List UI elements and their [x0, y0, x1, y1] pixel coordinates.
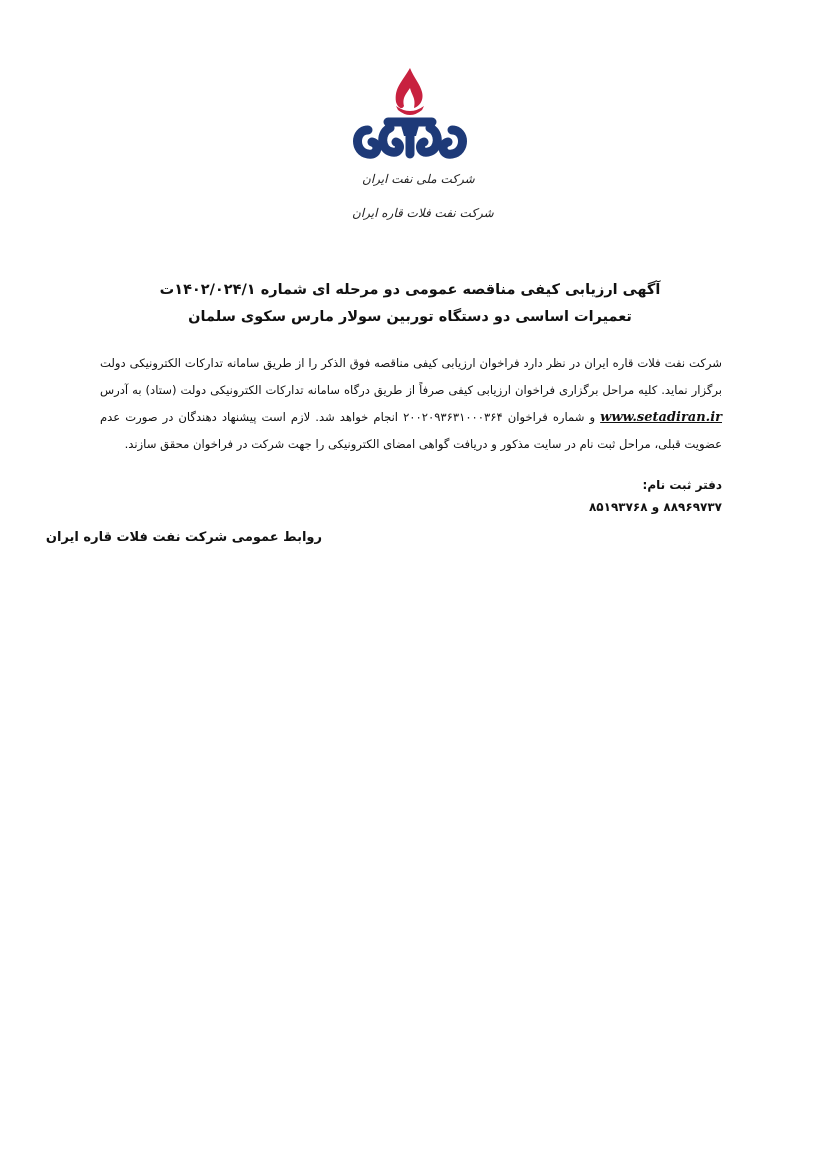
nioc-emblem-icon [340, 62, 480, 172]
body-text-part-1: شرکت نفت فلات قاره ایران در نظر دارد فراخوان ارزیابی کیفی مناقصه فوق الذکر را از طریق سامانه تدارکات الکترونیکی دولت برگزار نماید. کلیه مراحل برگزاری فراخوان ارزیابی کیفی صرفاً از طریق درگاه سامانه تدارکات الکترونیکی دولت (ستاد) به آدرس [100, 356, 722, 397]
signature: روابط عمومی شرکت نفت فلات قاره ایران [45, 530, 322, 545]
setadiran-link[interactable]: www.setadiran.ir [600, 410, 722, 425]
registration-label: دفتر ثبت نام: [642, 478, 722, 492]
company-name-iooc: شرکت نفت فلات قاره ایران [352, 206, 494, 220]
notice-subtitle: تعمیرات اساسی دو دستگاه توربین سولار مارس سکوی سلمان [188, 309, 632, 325]
notice-body [100, 350, 722, 458]
registration-info [100, 474, 722, 518]
company-name-nioc: شرکت ملی نفت ایران [362, 172, 475, 186]
body-text-part-2: و شماره فراخوان ۲۰۰۲۰۹۳۶۳۱۰۰۰۳۶۴ انجام خواهد شد. لازم است پیشنهاد دهندگان در صورت عدم عضویت قبلی، مراحل ثبت نام در سایت مذکور و دریافت گواهی امضای الکترونیکی را جهت شرکت در فراخوان محقق سازند. [100, 410, 722, 451]
registration-phones: ۸۸۹۶۹۷۳۷ و ۸۵۱۹۳۷۶۸ [588, 500, 722, 514]
notice-title: آگهی ارزیابی کیفی مناقصه عمومی دو مرحله ای شماره ۱۴۰۲/۰۲۴/۱ت [159, 282, 661, 298]
